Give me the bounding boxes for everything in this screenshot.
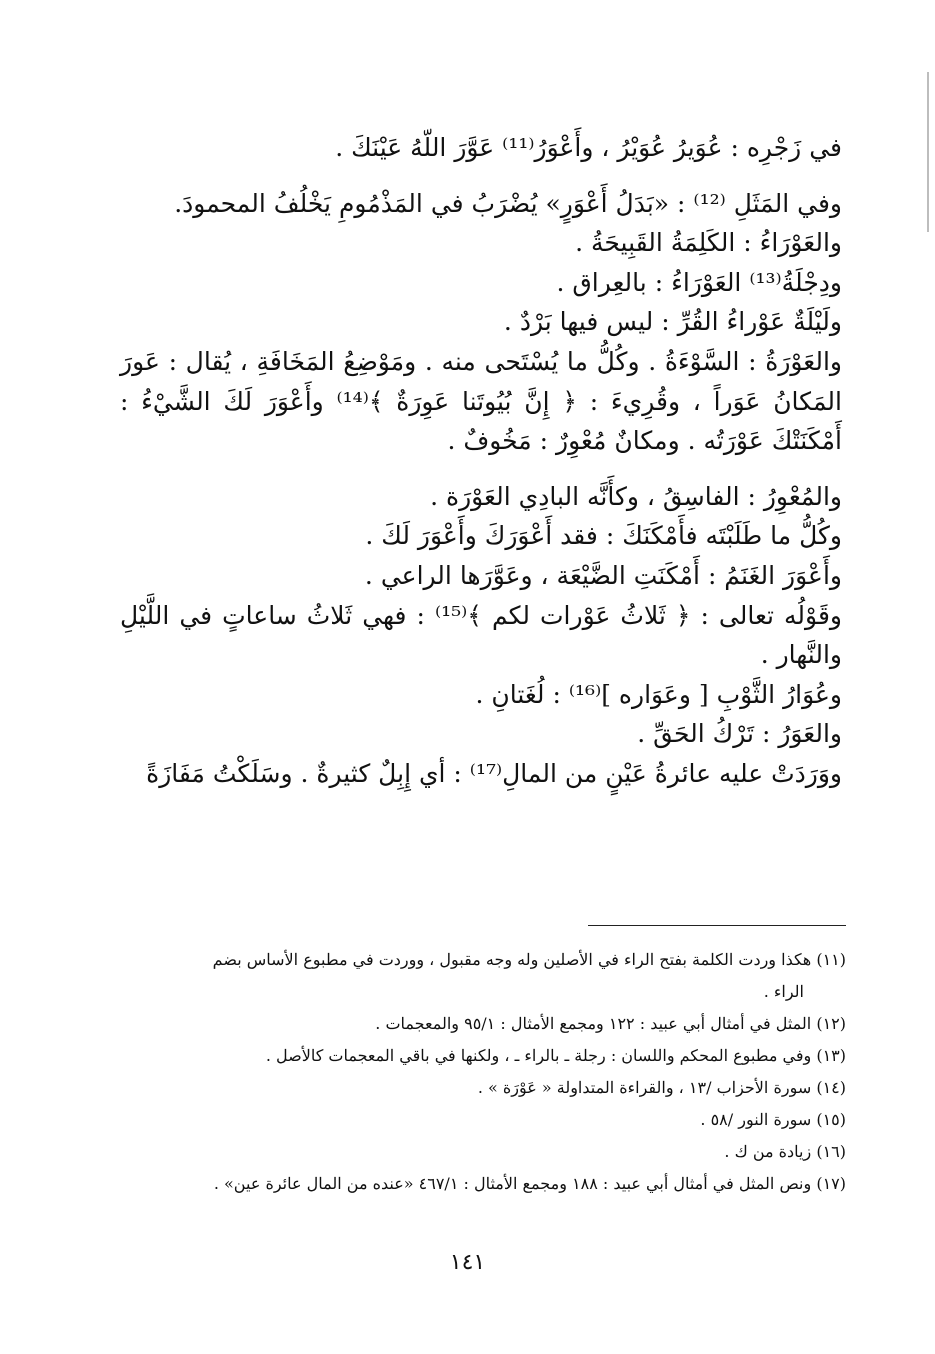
- footnote: (١١) هكذا وردت الكلمة بفتح الراء في الأصلين وله وجه مقبول ، ووردت في مطبوع الأساس بضم: [212, 950, 846, 969]
- text-line: والعَوْرَاءُ : الكَلِمَةُ القَبِيحَةُ .: [575, 228, 842, 258]
- text-line: في زَجْرِه : عُوَيرُ عُوَيْرُ ، وأَعْوَرُ⁽¹¹⁾ عَوَّرَ اللّهُ عَيْنَكَ .: [335, 133, 842, 162]
- scan-edge-mark: [927, 72, 929, 232]
- text-line: وأَعْوَرَ الغَنَمُ : أَمْكَنَتِ الضَّيْعَة ، وعَوَّرَها الراعي .: [364, 560, 842, 590]
- footnote: (١٧) ونص المثل في أمثال أبي عبيد : ١٨٨ ومجمع الأمثال : ٤٦٧/١ «عنده من المال عائرة عين» .: [213, 1174, 846, 1193]
- footnote: (١٥) سورة النور /٥٨ .: [700, 1110, 846, 1129]
- page-number: ١٤١: [449, 1250, 486, 1275]
- text-paragraph: والعَوْرَةُ : السَّوْءَةُ . وكُلُّ ما يُسْتَحى منه . ومَوْضِعُ المَخَافَةِ ، يُقال : عَورَ المَكانُ عَوَراً ، وقُرِيءَ : ﴿ إِنَّ بُيُوتَنا عَوِرَةٌ ﴾⁽¹⁴⁾ وأَعْوَرَ لَكَ الشَّيْءُ : أَمْكَنَتْكَ عَوْرَتُه . ومكانٌ مُعْوِرٌ : مَخُوفٌ .: [120, 346, 842, 456]
- text-line: وفي المَثَلِ ⁽¹²⁾ : «بَدَلُ أَعْوَرٍ» يُضْرَبُ في المَذْمُومِ يَخْلُفُ المحمودَ.: [174, 188, 842, 218]
- footnote: (١٤) سورة الأحزاب /١٣ ، والقراءة المتداولة « عَوْرَة » .: [477, 1078, 846, 1097]
- text-line: وكُلُّ ما طَلَبْتَه فأَمْكَنَكَ : فقد أَعْوَرَكَ وأَعْوَرَ لَكَ .: [365, 521, 842, 551]
- text-line: ووَرَدَتْ عليه عائرةُ عَيْنٍ من المالِ⁽¹⁷⁾ : أي إِبِلٌ كثيرةٌ . وسَلَكْتُ مَفَازَةً: [146, 758, 842, 788]
- footnote: (١٦) زيادة من ك .: [724, 1142, 846, 1161]
- text-paragraph: وقَوْلُه تعالى : ﴿ ثَلاثُ عَوْرات لكم ﴾⁽¹⁵⁾ : فهي ثَلاثُ ساعاتٍ في اللَّيْلِ والنَّهار .: [120, 600, 842, 670]
- footnote: (١٢) المثل في أمثال أبي عبيد : ١٢٢ ومجمع الأمثال : ٩٥/١ والمعجمات .: [375, 1014, 846, 1033]
- text-line: ودِجْلَةُ⁽¹³⁾ العَوْرَاءُ : بالعِراق .: [556, 267, 842, 297]
- text-line: والمُعْوِرُ : الفاسِقُ ، وكأَنَّه البادِي العَوْرَة .: [430, 481, 842, 511]
- main-text: [120, 128, 842, 794]
- text-line: ولَيْلَةٌ عَوْراءُ القُرِّ : ليس فيها بَرْدٌ .: [503, 307, 842, 337]
- footnote: (١٣) وفي مطبوع المحكم واللسان : رجلة ـ بالراء ـ ، ولكنها في باقي المعجمات كالأصل .: [265, 1046, 846, 1065]
- text-line: والعَوَرُ : تَرْكُ الحَقِّ .: [637, 719, 842, 749]
- footnotes: [138, 944, 846, 1200]
- footnote-continuation: الراء .: [763, 982, 804, 1001]
- text-line: وعُوَارُ الثَّوْبِ [ وعَوَاره ]⁽¹⁶⁾ : لُغَتانِ .: [475, 679, 842, 709]
- footnote-separator: [588, 925, 846, 926]
